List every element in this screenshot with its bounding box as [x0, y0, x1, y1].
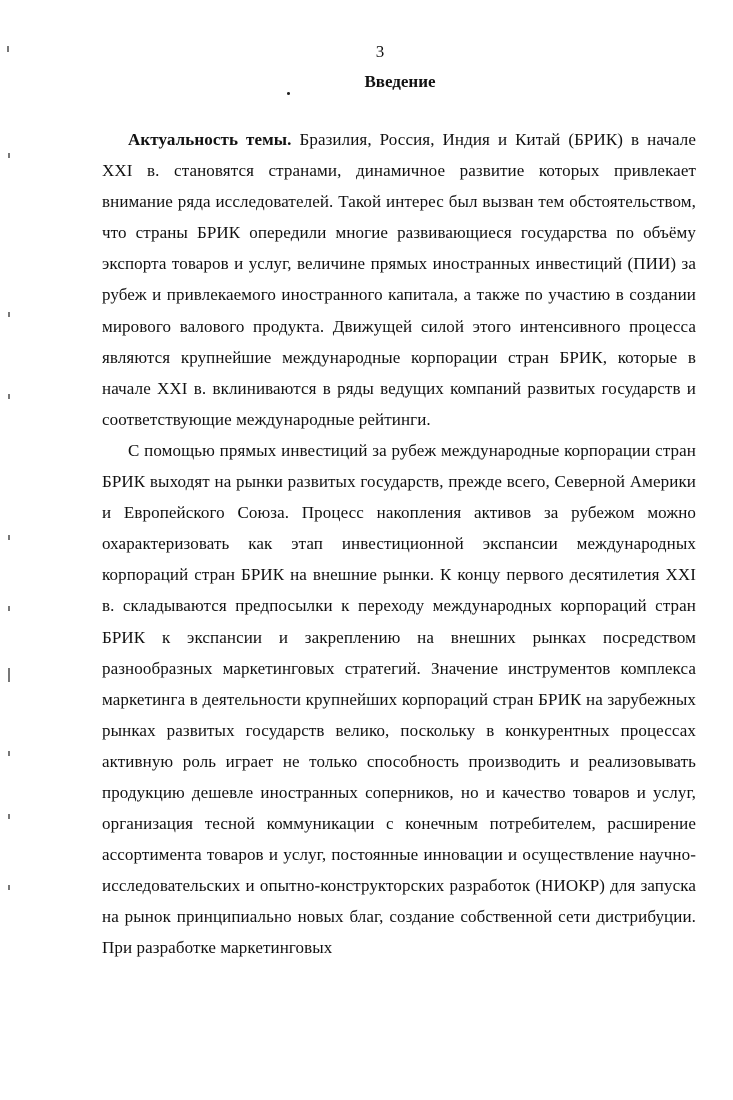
scan-dot [287, 92, 290, 95]
paragraph-text: Бразилия, Россия, Индия и Китай (БРИК) в начале XXI в. становятся странами, динамичное развитие которых привлекает внимание ряда исследователей. Такой интерес был вызван тем обстоятельством, что страны БРИК опередили многие развивающиеся государства по объёму экспорта товаров и услуг, величине прямых иностранных инвестиций (ПИИ) за рубеж и привлекаемого иностранного капитала, а также по участию в создании мирового валового продукта. Движущей силой этого интенсивного процесса являются крупнейшие международные корпорации стран БРИК, которые в начале XXI в. вклиниваются в ряды ведущих компаний развитых государств и соответствующие международные рейтинги. [102, 130, 696, 429]
scan-margin-mark [8, 668, 10, 682]
paragraph [102, 124, 696, 435]
scan-margin-mark [8, 751, 10, 756]
scan-margin-mark [8, 394, 10, 399]
paragraph-lead: Актуальность темы. [128, 130, 292, 149]
scan-margin-mark [8, 814, 10, 819]
paragraph-text: С помощью прямых инвестиций за рубеж международные корпорации стран БРИК выходят на рынки развитых государств, прежде всего, Северной Америки и Европейского Союза. Процесс накопления активов за рубежом можно охарактеризовать как этап инвестиционной экспансии международных корпораций стран БРИК на внешние рынки. К концу первого десятилетия XXI в. складываются предпосылки к переходу международных корпораций стран БРИК к экспансии и закреплению на внешних рынках посредством разнообразных маркетинговых стратегий. Значение инструментов комплекса маркетинга в деятельности крупнейших корпораций стран БРИК на зарубежных рынках развитых государств велико, поскольку в конкурентных процессах активную роль играет не только способность производить и реализовывать продукцию дешевле иностранных соперников, но и качество товаров и услуг, организация тесной коммуникации с конечным потребителем, расширение ассортимента товаров и услуг, постоянные инновации и осуществление научно-исследовательских и опытно-конструкторских разработок (НИОКР) для запуска на рынок принципиально новых благ, создание собственной сети дистрибуции. При разработке маркетинговых [102, 440, 696, 958]
scan-margin-mark [8, 535, 10, 540]
page-number: 3 [375, 42, 385, 61]
scan-margin-mark [8, 885, 10, 890]
scan-margin-mark [7, 46, 9, 52]
paragraph [102, 435, 696, 964]
scan-margin-mark [8, 312, 10, 317]
scan-margin-mark [8, 153, 10, 158]
page-title: Введение [364, 72, 436, 91]
document-body [102, 124, 696, 964]
scan-margin-mark [8, 606, 10, 611]
